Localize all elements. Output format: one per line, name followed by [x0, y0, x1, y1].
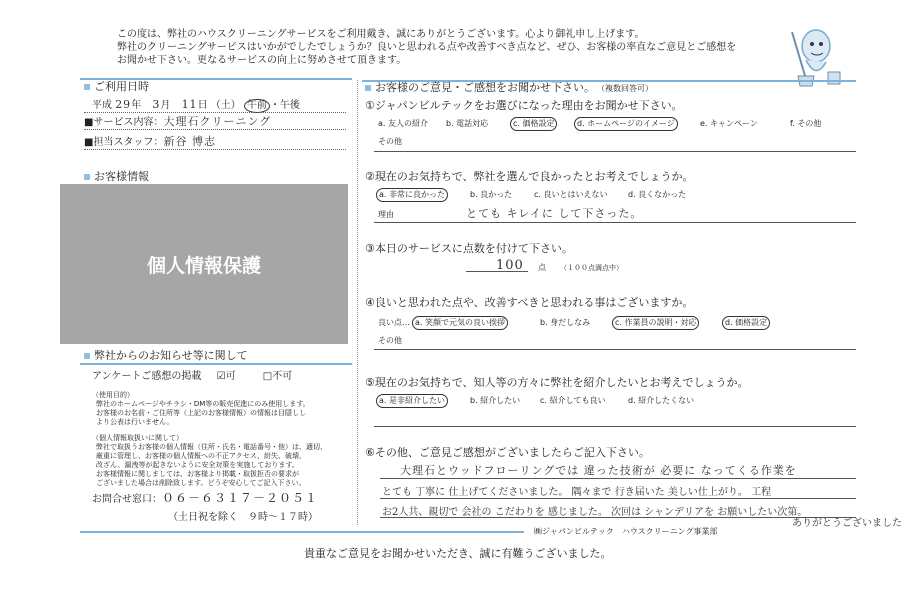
pi-line: お客様情報に関しましては、お客様より掲載・取扱拒否の要求が [96, 470, 299, 478]
q3-unit: 点 [538, 263, 546, 272]
am-circled: 午前 [244, 99, 270, 113]
opinion-heading: お客様のご意見・ご感想をお聞かせ下さい。 （複数回答可） [365, 81, 653, 95]
intro-line-2: 弊社のクリーニングサービスはいかがでしたでしょうか？良いと思われる点や改善すべき点など、ぜひ、お客様の率直なご意見とご感想を [117, 42, 737, 53]
q1-option-e[interactable]: e. キャンペーン [700, 119, 758, 128]
q2-title: ②現在のお気持ちで、弊社を選んで良かったとお考えでしょうか。 [365, 170, 694, 183]
consent-no-checkbox[interactable]: □不可 [262, 371, 293, 382]
q4-other-line [374, 349, 856, 350]
survey-consent-row: アンケートご感想の掲載 ☑可 □不可 [92, 371, 293, 382]
company-name: ㈱ジャパンビルテック ハウスクリーニング事業部 [534, 527, 718, 536]
q4-option-c-selected[interactable]: c. 作業員の説明・対応 [612, 316, 699, 330]
privacy-mask [60, 184, 348, 344]
service-row: ■サービス内容：大理石クリーニング [84, 115, 272, 128]
divider [84, 129, 346, 130]
footer-thanks: 貴重なご意見をお聞かせいただき、誠に有難うございました。 [304, 547, 612, 560]
q2-option-d[interactable]: d. 良くなかった [628, 190, 687, 199]
q4-option-b[interactable]: b. 身だしなみ [540, 318, 591, 327]
q6-line [380, 517, 856, 518]
customer-heading: お客様情報 [84, 170, 149, 184]
q5-option-c[interactable]: c. 紹介しても良い [540, 396, 606, 405]
q2-reason-line [374, 222, 856, 223]
usage-heading: ご利用日時 [84, 80, 149, 94]
q1-other-line [374, 151, 856, 152]
q5-option-b[interactable]: b. 紹介したい [470, 396, 521, 405]
q2-reason-label: 理由 [378, 210, 394, 219]
q1-option-f[interactable]: f. その他 [790, 119, 822, 128]
q6-line [380, 498, 856, 499]
q3-note: （１００点満点中） [560, 264, 623, 272]
q5-option-a-selected[interactable]: a. 是非紹介したい [376, 394, 448, 408]
purpose-title: （使用目的） [92, 391, 134, 399]
staff-row: ■担当スタッフ：新谷 博志 [84, 135, 216, 148]
q6-comment-line-2: とても 丁寧に 仕上げてくださいました。 隅々まで 行き届いた 美しい仕上がり。 工程 [382, 487, 772, 498]
q6-comment-line-3: お2人共、親切で 会社の こだわりを 感じました。 次回は シャンデリアを お願いしたい次第。 [382, 507, 808, 518]
notice-heading: 弊社からのお知らせ等に関して [84, 349, 248, 363]
pi-line: 厳重に管理し、お客様の個人情報への不正アクセス、紛失、破壊、 [96, 452, 306, 460]
q4-option-d-selected[interactable]: d. 価格設定 [722, 316, 770, 330]
divider [80, 531, 524, 533]
contact-hours: （土日祝を除く ９時～１７時） [168, 512, 318, 523]
q1-title: ①ジャパンビルテックをお選びになった理由をお聞かせ下さい。 [365, 99, 683, 112]
q2-option-a-selected[interactable]: a. 非常に良かった [376, 188, 448, 202]
purpose-line: 弊社のホームページやチラシ・DM等の販売促進にのみ使用します。 [96, 400, 310, 408]
q1-other-label: その他 [378, 137, 402, 146]
divider [84, 112, 346, 113]
q1-option-d-selected[interactable]: d. ホームページのイメージ [574, 117, 678, 131]
pi-line: ございました場合は削除致します。どうぞ安心してご記入下さい。 [96, 479, 306, 487]
q4-other-label: その他 [378, 336, 402, 345]
q4-option-a-selected[interactable]: a. 笑顔で元気の良い挨拶 [412, 316, 508, 330]
pi-title: （個人情報取扱いに関して） [92, 434, 183, 442]
column-separator [357, 80, 358, 525]
privacy-mask-label: 個人情報保護 [146, 254, 261, 277]
q6-title: ⑥その他、ご意見ご感想がございましたらご記入下さい。 [365, 446, 650, 459]
q1-option-c-selected[interactable]: c. 価格設定 [510, 117, 557, 131]
divider [84, 149, 346, 150]
intro-line-1: この度は、弊社のハウスクリーニングサービスをご利用戴き、誠にありがとうございます。心より御礼申し上げます。 [117, 29, 645, 40]
pi-line: 改ざん、漏洩等が起きないように安全対策を実施しております。 [96, 461, 299, 469]
contact-row: お問合せ窓口：０６－６３１７－２０５１ [92, 491, 319, 505]
q4-title: ④良いと思われた点や、改善すべきと思われる事はございますか。 [365, 296, 694, 309]
q1-option-b[interactable]: b. 電話対応 [446, 119, 489, 128]
q5-option-d[interactable]: d. 紹介したくない [628, 396, 695, 405]
q2-option-b[interactable]: b. 良かった [470, 190, 513, 199]
q2-reason-text: とても キレイに して下さった。 [466, 207, 643, 220]
q6-comment-line-4: ありがとうございました [792, 518, 902, 529]
divider [80, 363, 352, 365]
consent-yes-checkbox[interactable]: ☑可 [216, 371, 236, 382]
q3-score-line [466, 271, 528, 272]
q4-lead: 良い点… [378, 318, 410, 327]
intro-line-3: お聞かせ下さい。更なるサービスの向上に努めさせて頂きます。 [117, 55, 407, 66]
q1-option-a[interactable]: a. 友人の紹介 [378, 119, 428, 128]
q5-title: ⑤現在のお気持ちで、知人等の方々に弊社を紹介したいとお考えでしょうか。 [365, 376, 749, 389]
usage-date: 平成 29年 3月 11日 （土） 午前 ・午後 [92, 98, 300, 111]
q2-option-c[interactable]: c. 良いとはいえない [534, 190, 608, 199]
q3-title: ③本日のサービスに点数を付けて下さい。 [365, 242, 573, 255]
q5-line [374, 426, 856, 427]
q6-comment-line-1: 大理石とウッドフローリングでは 違った技術が 必要に なってくる作業を [400, 464, 797, 477]
purpose-line: より公表は行いません。 [96, 418, 174, 426]
pi-line: 弊社で取扱うお客様の個人情報（住所・氏名・電話番号・他）は、適切、 [96, 443, 327, 451]
q3-score: 100 [496, 258, 524, 273]
q6-line [380, 478, 856, 479]
purpose-line: お客様のお名前・ご住所等（上記のお客様情報）の情報は目隠しし [96, 409, 306, 417]
